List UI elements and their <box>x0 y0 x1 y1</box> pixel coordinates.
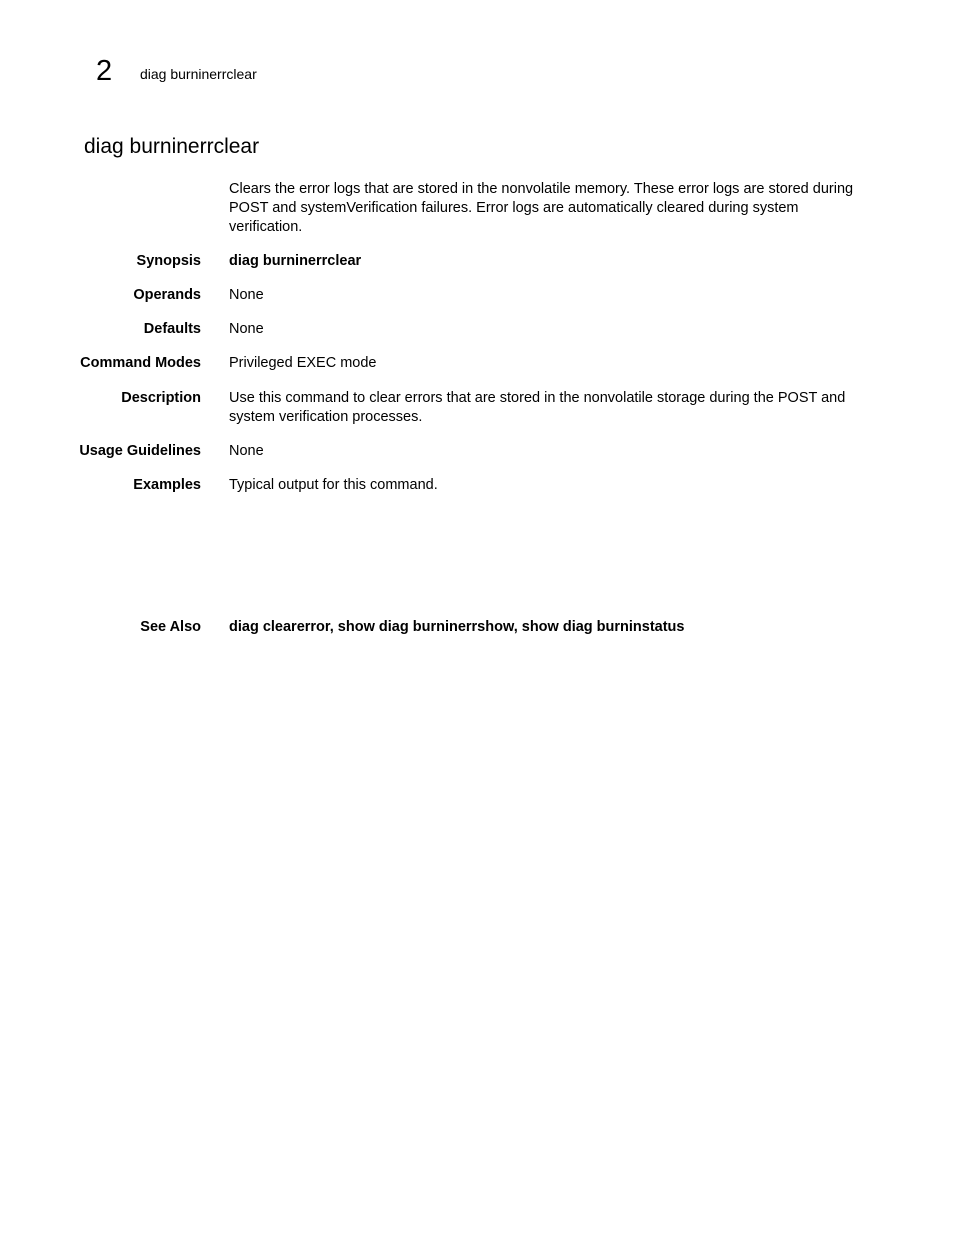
operands-value: None <box>229 287 264 303</box>
page-title: diag burninerrclear <box>84 135 260 158</box>
defaults-value: None <box>229 321 264 337</box>
operands-label: Operands <box>133 287 201 303</box>
description-label: Description <box>121 390 201 406</box>
usage-guidelines-value: None <box>229 443 264 459</box>
chapter-number: 2 <box>96 55 113 87</box>
synopsis-label: Synopsis <box>136 253 201 269</box>
command-modes-label: Command Modes <box>80 355 201 371</box>
see-also-label: See Also <box>140 619 201 635</box>
defaults-label: Defaults <box>143 321 201 337</box>
examples-label: Examples <box>133 477 201 493</box>
running-header-title: diag burninerrclear <box>140 66 257 82</box>
examples-value: Typical output for this command. <box>229 477 438 493</box>
command-modes-value: Privileged EXEC mode <box>229 355 377 371</box>
intro-paragraph: Clears the error logs that are stored in the nonvolatile memory. These error logs are stored during POST and systemVerification failures. Error logs are automatically cleared during system verification. <box>229 181 854 236</box>
synopsis-value: diag burninerrclear <box>229 253 362 269</box>
usage-guidelines-label: Usage Guidelines <box>79 443 201 459</box>
see-also-value[interactable]: diag clearerror, show diag burninerrshow, show diag burninstatus <box>229 619 685 635</box>
description-value: Use this command to clear errors that are stored in the nonvolatile storage during the POST and system verification processes. <box>229 390 846 426</box>
